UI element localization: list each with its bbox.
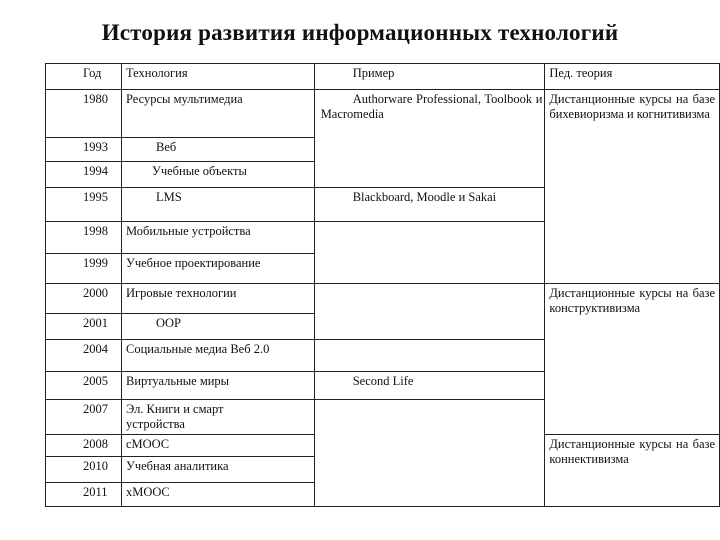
technology-cell: Ресурсы мультимедиа [121, 90, 314, 138]
year-cell: 1994 [46, 162, 122, 188]
technology-cell: Учебные объекты [121, 162, 314, 188]
technology-cell [121, 400, 314, 435]
header-example: Пример [314, 64, 545, 90]
technology-cell: xMOOC [121, 483, 314, 507]
theory-cell [545, 284, 720, 435]
year-cell: 1980 [46, 90, 122, 138]
technology-cell: Учебное проектирование [121, 254, 314, 284]
header-year: Год [46, 64, 122, 90]
it-history-table [45, 63, 720, 507]
theory-cell [545, 90, 720, 284]
theory-constructivism: Дистанционные курсы на базе конструктивизма [549, 286, 715, 315]
example-cell: Second Life [314, 372, 545, 400]
technology-cell: Учебная аналитика [121, 457, 314, 483]
year-cell: 1999 [46, 254, 122, 284]
example-cell [314, 340, 545, 372]
year-cell: 2010 [46, 457, 122, 483]
technology-text: Эл. Книги и смарт устройства [125, 402, 224, 431]
technology-cell: OOP [121, 314, 314, 340]
example-authorware: Authorware Professional, Toolbook и Macromedia [320, 92, 543, 121]
theory-cell [545, 435, 720, 507]
example-cell: Blackboard, Moodle и Sakai [314, 188, 545, 222]
year-cell: 2007 [46, 400, 122, 435]
technology-cell: LMS [121, 188, 314, 222]
header-theory: Пед. теория [545, 64, 720, 90]
technology-cell: Игровые технологии [121, 284, 314, 314]
example-cell [314, 90, 545, 188]
table-row [46, 90, 720, 138]
example-cell [314, 222, 545, 284]
example-cell [314, 400, 545, 507]
page-title: История развития информационных технологий [101, 20, 619, 45]
year-cell: 1995 [46, 188, 122, 222]
theory-behaviorism: Дистанционные курсы на базе бихевиоризма и когнитивизма [549, 92, 715, 121]
technology-cell: Мобильные устройства [121, 222, 314, 254]
technology-cell [121, 340, 314, 372]
year-cell: 1998 [46, 222, 122, 254]
year-cell: 2005 [46, 372, 122, 400]
technology-cell: Виртуальные миры [121, 372, 314, 400]
year-cell: 2001 [46, 314, 122, 340]
year-cell: 2011 [46, 483, 122, 507]
year-cell: 2000 [46, 284, 122, 314]
table-header-row [46, 64, 720, 90]
year-cell: 2008 [46, 435, 122, 457]
header-technology: Технология [121, 64, 314, 90]
example-cell [314, 284, 545, 340]
technology-cell: Веб [121, 138, 314, 162]
year-cell: 1993 [46, 138, 122, 162]
table-row [46, 284, 720, 314]
technology-text: Социальные медиа Веб 2.0 [125, 342, 270, 356]
year-cell: 2004 [46, 340, 122, 372]
technology-cell: cMOOC [121, 435, 314, 457]
theory-connectivism: Дистанционные курсы на базе коннективизма [549, 437, 715, 466]
